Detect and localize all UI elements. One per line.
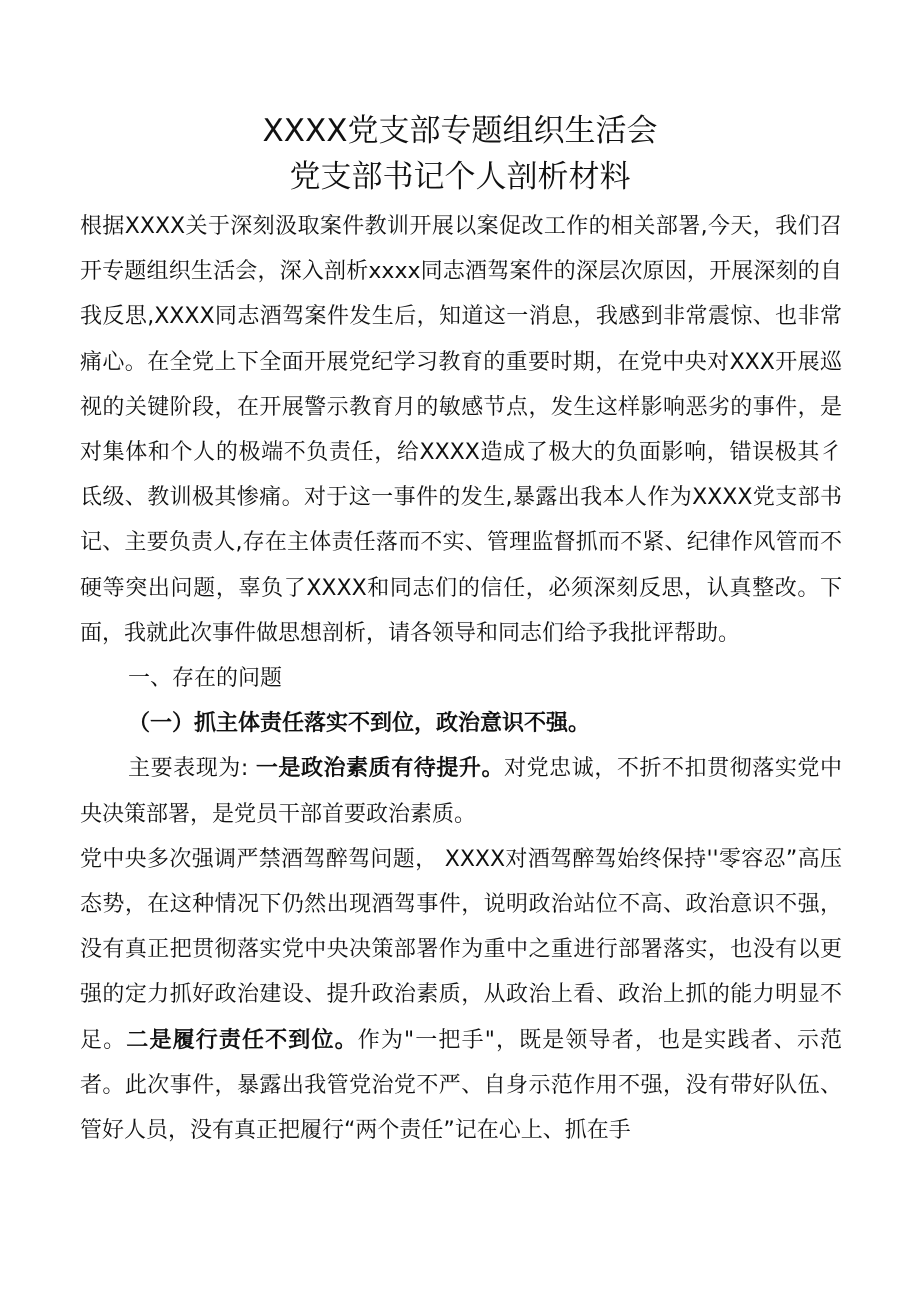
section-heading: 一、存在的问题: [128, 666, 283, 692]
paragraph-text: 党中央多次强调严禁酒驾醉驾问题， XXXX对酒驾醉驾始终保持''零容忍”高压态势，在这种情况下仍然出现酒驾事件，说明政治站位不高、政治意识不强，没有真正把贯彻落实党中央决策部署作为重中之重进行部署落实，也没有以更强的定力抓好政治建设、提升政治素质，从政治上看、政治上抓的能力明显不足。: [80, 846, 842, 1053]
title-line-2: 党支部书记个人剖析材料: [289, 159, 631, 195]
paragraph-lead: 主要表现为:: [128, 756, 256, 782]
title-line-1: XXXX党支部专题组织生活会: [262, 113, 658, 149]
subsection-heading-text: （一）抓主体责任落实不到位，政治意识不强。: [128, 711, 591, 737]
document-title: [0, 108, 920, 200]
subsection-heading: [80, 701, 842, 746]
paragraph-text: 作为"一把手"，既是领导者，也是实践者、示范者。此次事件，暴露出我管党治党不严、自身示范作用不强，没有带好队伍、管好人员，没有真正把履行“两个责任”记在心上、抓在手: [80, 1027, 842, 1144]
body-paragraph: [80, 746, 842, 836]
bold-point: 一是政治素质有待提升。: [255, 756, 505, 782]
body-paragraph: [80, 837, 842, 1153]
bold-point: 二是履行责任不到位。: [126, 1027, 358, 1053]
intro-paragraph: 根据XXXX关于深刻汲取案件教训开展以案促改工作的相关部署,今天，我们召开专题组织生活会，深入剖析xxxx同志酒驾案件的深层次原因，开展深刻的自我反思,XXXX同志酒驾案件发生后，知道这一消息，我感到非常震惊、也非常痛心。在全党上下全面开展党纪学习教育的重要时期，在党中央对XXX开展巡视的关键阶段，在开展警示教育月的敏感节点，发生这样影响恶劣的事件，是对集体和个人的极端不负责任，给XXXX造成了极大的负面影响，错误极其彳氐级、教训极其惨痛。对于这一事件的发生,暴露出我本人作为XXXX党支部书记、主要负责人,存在主体责任落而不实、管理监督抓而不紧、纪律作风管而不硬等突出问题，辜负了XXXX和同志们的信任，必须深刻反思，认真整改。下面，我就此次事件做思想剖析，请各领导和同志们给予我批评帮助。: [80, 214, 842, 646]
paragraph-text: 对党忠诚，不折不扣贯彻落实党中央决策部署，是党员干部首要政治素质。: [80, 756, 842, 827]
document-body: [80, 204, 842, 1153]
